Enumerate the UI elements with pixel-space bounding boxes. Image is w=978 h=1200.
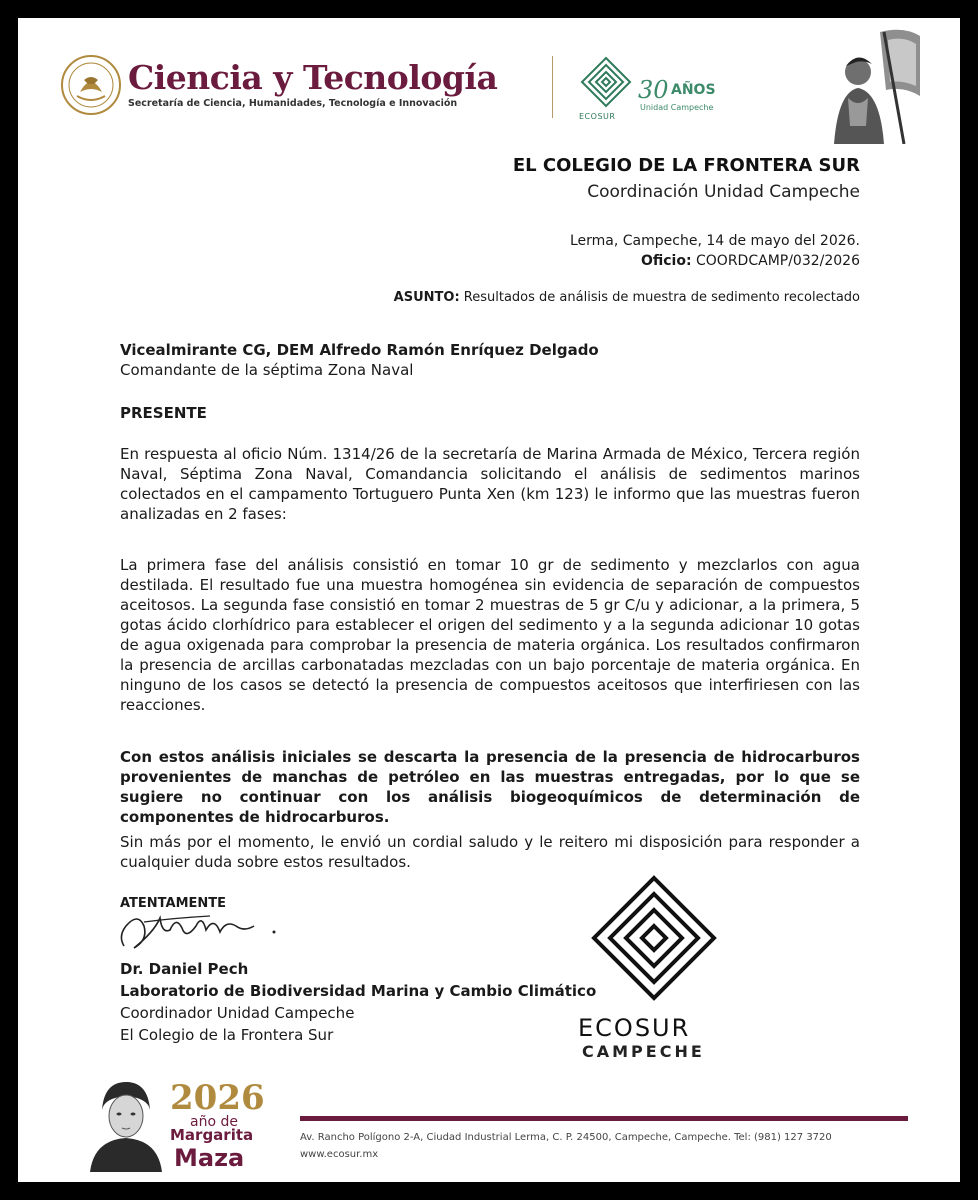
flag-bearer-illustration-icon xyxy=(808,26,928,144)
ecosur-stamp-logo-icon xyxy=(590,874,718,1006)
salutation: PRESENTE xyxy=(120,404,207,422)
brand-subtitle: Secretaría de Ciencia, Humanidades, Tecnología e Innovación xyxy=(128,98,458,109)
anniversary-subtitle: Unidad Campeche xyxy=(640,103,714,112)
oficio-line xyxy=(641,253,860,269)
oficio-label: Oficio: xyxy=(640,253,692,269)
signer-name: Dr. Daniel Pech xyxy=(120,960,249,978)
ecosur-label: ECOSUR xyxy=(579,112,616,121)
ecosur-logo-icon xyxy=(580,56,632,110)
footer-website[interactable]: www.ecosur.mx xyxy=(300,1149,379,1160)
stamp-campeche: CAMPECHE xyxy=(582,1042,705,1061)
footer-address: Av. Rancho Polígono 2-A, Ciudad Industrial Lerma, C. P. 24500, Campeche, Campeche. Tel: (981) 127 3720 xyxy=(300,1132,832,1143)
footer-year-of: año de xyxy=(190,1114,238,1130)
oficio-value: COORDCAMP/032/2026 xyxy=(696,253,860,269)
date-line: Lerma, Campeche, 14 de mayo del 2026. xyxy=(569,233,860,249)
asunto-value: Resultados de análisis de muestra de sedimento recolectado xyxy=(463,290,860,305)
footer-name-last: Maza xyxy=(174,1144,245,1172)
brand-title: Ciencia y Tecnología xyxy=(128,58,498,97)
signer-institution: El Colegio de la Frontera Sur xyxy=(120,1026,334,1044)
body-paragraph-1: En respuesta al oficio Núm. 1314/26 de la secretaría de Marina Armada de México, Tercera región Naval, Séptima Zona Naval, Comandancia solicitando el análisis de sedimentos marinos colectados en el campamento Tortuguero Punta Xen (km 123) le informo que las muestras fueron analizadas en 2 fases: xyxy=(120,445,860,523)
asunto-label: ASUNTO: xyxy=(393,290,460,305)
addressee-name: Vicealmirante CG, DEM Alfredo Ramón Enríquez Delgado xyxy=(120,341,599,359)
footer-name-first: Margarita xyxy=(170,1126,254,1144)
coordination-name: Coordinación Unidad Campeche xyxy=(587,182,860,202)
organization-name: EL COLEGIO DE LA FRONTERA SUR xyxy=(512,155,860,176)
anniversary-number: 30 xyxy=(638,76,669,104)
footer-divider xyxy=(300,1116,908,1121)
national-seal-icon xyxy=(60,54,122,116)
signer-title: Coordinador Unidad Campeche xyxy=(120,1004,355,1022)
signer-lab: Laboratorio de Biodiversidad Marina y Cambio Climático xyxy=(120,982,597,1000)
stamp-ecosur: ECOSUR xyxy=(578,1014,691,1042)
header-divider xyxy=(552,56,553,118)
letter-page xyxy=(18,18,960,1182)
handwritten-signature xyxy=(114,896,284,958)
body-paragraph-4: Sin más por el momento, le envió un cordial saludo y le reitero mi disposición para responder a cualquier duda sobre estos resultados. xyxy=(120,833,860,871)
asunto-line xyxy=(394,290,860,305)
anniversary-text: AÑOS xyxy=(671,82,716,98)
footer-year: 2026 xyxy=(170,1078,265,1118)
addressee-role: Comandante de la séptima Zona Naval xyxy=(120,361,414,379)
body-paragraph-3: Con estos análisis iniciales se descarta la presencia de la presencia de hidrocarburos provenientes de manchas de petróleo en las muestras entregadas, por lo que se sugiere no continuar con los análisis biogeoquímicos de determinación de componentes de hidrocarburos. xyxy=(120,748,860,826)
margarita-maza-portrait-icon xyxy=(86,1076,166,1172)
body-paragraph-2: La primera fase del análisis consistió en tomar 10 gr de sedimento y mezclarlos con agua destilada. El resultado fue una muestra homogénea sin evidencia de separación de compuestos aceitosos. La segunda fase consistió en tomar 2 muestras de 5 gr C/u y adicionar, a la primera, 5 gotas ácido clorhídrico para establecer el origen del sedimento y a la segunda adicionar 10 gotas de agua oxigenada para comprobar la presencia de materia orgánica. Los resultados confirmaron la presencia de arcillas carbonatadas mezcladas con un bajo porcentaje de materia orgánica. En ninguno de los casos se detectó la presencia de compuestos aceitosos que interfiriesen con las reacciones. xyxy=(120,556,860,714)
signature-block xyxy=(120,958,596,1046)
closing: ATENTAMENTE xyxy=(120,896,227,911)
